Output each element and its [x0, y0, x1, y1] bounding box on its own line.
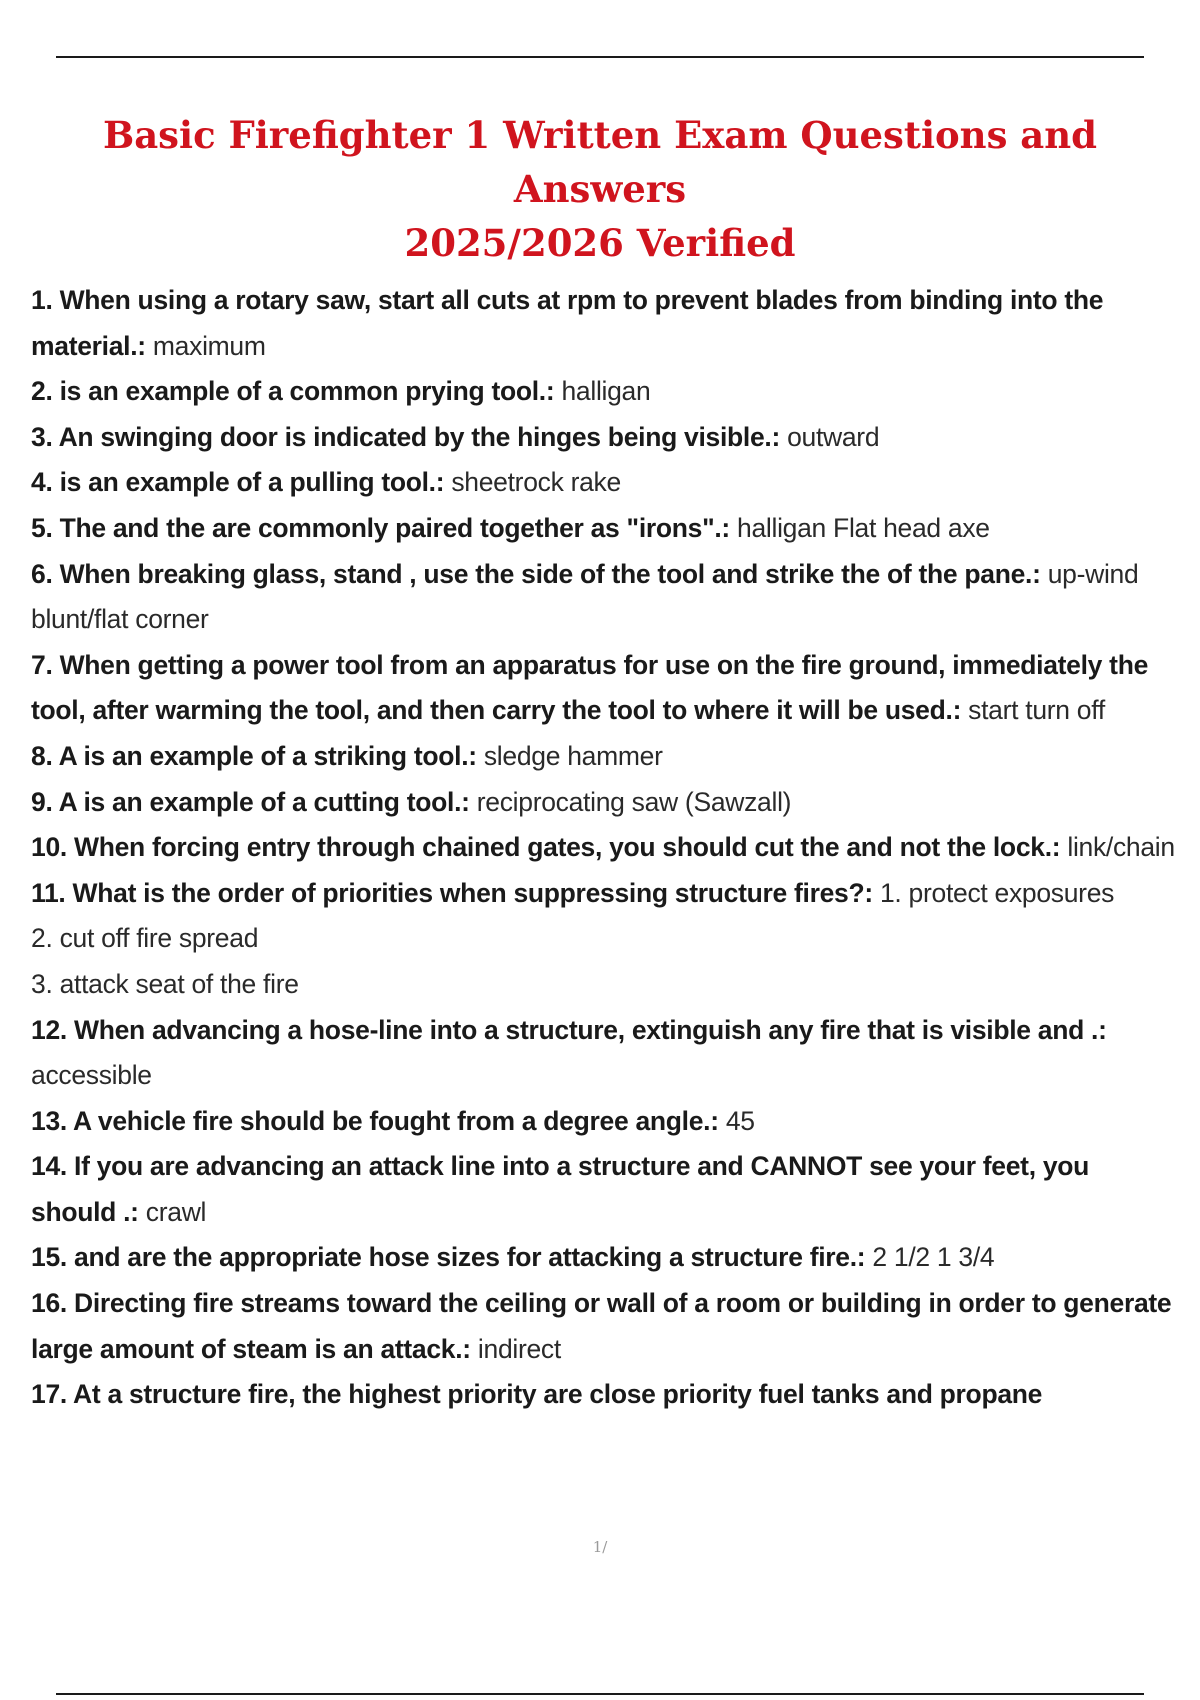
question-text: 16. Directing fire streams toward the ceiling or wall of a room or building in order to generate large amount of steam is an attack.:: [31, 1288, 1172, 1364]
qa-item-15: [31, 1235, 1181, 1281]
question-text: 11. What is the order of priorities when suppressing structure fires?:: [31, 877, 873, 908]
qa-item-5: [31, 506, 1181, 552]
answer-text: accessible: [31, 1060, 152, 1091]
page-number: 1/: [592, 1538, 608, 1556]
qa-item-16: [31, 1281, 1181, 1372]
answer-text: maximum: [152, 330, 266, 361]
title-line-2: 2025/2026 Verified: [404, 221, 796, 265]
question-text: 9. A is an example of a cutting tool.:: [31, 786, 470, 817]
answer-text: start turn off: [968, 695, 1105, 726]
qa-item-10: [31, 825, 1181, 871]
qa-item-6: [31, 552, 1181, 643]
document-title: [60, 108, 1140, 270]
qa-item-4: [31, 460, 1181, 506]
qa-item-11-priority-2: [31, 916, 1181, 962]
qa-item-8: [31, 734, 1181, 780]
qa-item-7: [31, 643, 1181, 734]
question-text: 7. When getting a power tool from an apparatus for use on the fire ground, immediately the tool, after warming the tool, and then carry the tool to where it will be used.:: [31, 649, 1149, 726]
title-line-1: Basic Firefighter 1 Written Exam Questions and Answers: [102, 113, 1098, 211]
qa-item-1: [31, 278, 1181, 369]
question-text: 3. An swinging door is indicated by the hinges being visible.:: [31, 421, 781, 452]
question-text: 1. When using a rotary saw, start all cuts at rpm to prevent blades from binding into the material.:: [31, 285, 1104, 361]
question-text: 6. When breaking glass, stand , use the side of the tool and strike the of the pane.:: [31, 558, 1041, 589]
answer-text: up-wind blunt/flat corner: [31, 558, 1139, 635]
question-answer-list: [31, 278, 1181, 1418]
question-text: 14. If you are advancing an attack line into a structure and CANNOT see your feet, you should .:: [31, 1151, 1090, 1227]
answer-text: 3. attack seat of the fire: [31, 968, 299, 999]
qa-item-14: [31, 1144, 1181, 1235]
answer-text: crawl: [145, 1196, 207, 1227]
answer-text: 45: [725, 1105, 755, 1136]
question-text: 2. is an example of a common prying tool.:: [31, 376, 555, 407]
answer-text: halligan: [561, 376, 651, 407]
question-text: 15. and are the appropriate hose sizes for attacking a structure fire.:: [31, 1242, 866, 1273]
qa-item-3: [31, 415, 1181, 461]
qa-item-11-priority-3: [31, 962, 1181, 1008]
answer-text: halligan Flat head axe: [737, 512, 990, 543]
answer-text: link/chain: [1067, 832, 1175, 863]
qa-item-12: [31, 1008, 1181, 1099]
answer-text: 1. protect exposures: [879, 877, 1115, 908]
question-text: 4. is an example of a pulling tool.:: [31, 467, 445, 498]
answer-text: 2 1/2 1 3/4: [872, 1242, 995, 1273]
qa-item-11: [31, 871, 1181, 917]
question-text: 8. A is an example of a striking tool.:: [31, 740, 477, 771]
question-text: 10. When forcing entry through chained gates, you should cut the and not the lock.:: [31, 832, 1061, 863]
answer-text: sheetrock rake: [451, 467, 621, 498]
question-text: 12. When advancing a hose-line into a structure, extinguish any fire that is visible and .:: [31, 1014, 1107, 1045]
answer-text: 2. cut off fire spread: [31, 923, 259, 954]
question-text: 13. A vehicle fire should be fought from a degree angle.:: [31, 1105, 719, 1136]
qa-item-13: [31, 1099, 1181, 1145]
answer-text: indirect: [477, 1333, 561, 1364]
answer-text: outward: [787, 421, 880, 452]
top-divider: [56, 56, 1144, 58]
answer-text: sledge hammer: [483, 740, 663, 771]
question-text: 5. The and the are commonly paired together as "irons".:: [31, 512, 730, 543]
bottom-divider: [56, 1693, 1144, 1695]
answer-text: reciprocating saw (Sawzall): [476, 786, 792, 817]
qa-item-2: [31, 369, 1181, 415]
qa-item-17: [31, 1372, 1181, 1418]
qa-item-9: [31, 780, 1181, 826]
question-text: 17. At a structure fire, the highest priority are close priority fuel tanks and propane: [31, 1379, 1043, 1410]
